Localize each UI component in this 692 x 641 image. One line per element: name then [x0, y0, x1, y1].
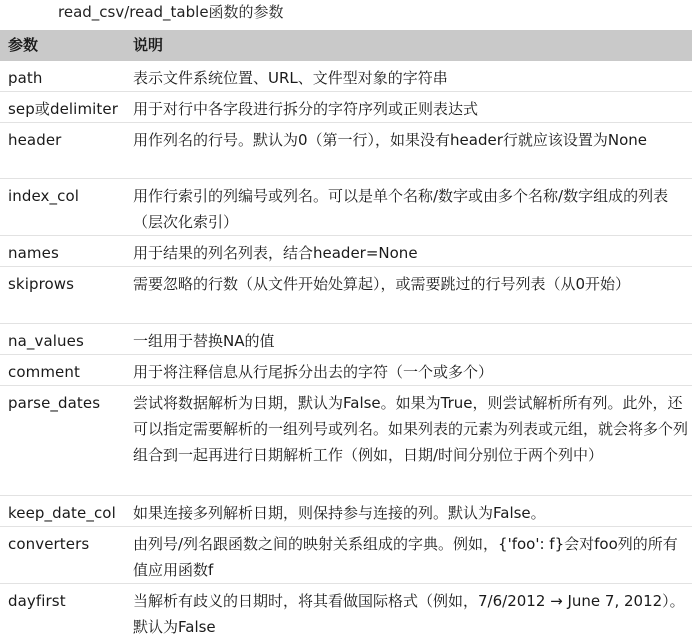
param-description: 用于对行中各字段进行拆分的字符序列或正则表达式	[133, 100, 479, 118]
header-param: 参数	[8, 36, 39, 54]
param-description: 用作列名的行号。默认为0（第一行），如果没有header行就应该设置为None	[133, 131, 648, 149]
param-description: 当解析有歧义的日期时，将其看做国际格式（例如，7/6/2012 → June 7, 2012）。默认为False	[133, 592, 685, 636]
param-name: na_values	[8, 332, 84, 350]
parameters-table	[0, 30, 692, 640]
param-description: 用作行索引的列编号或列名。可以是单个名称/数字或由多个名称/数字组成的列表（层次化索引）	[133, 187, 669, 231]
param-name: keep_date_col	[8, 504, 116, 522]
table-row	[0, 267, 692, 324]
param-name: index_col	[8, 187, 80, 205]
table-row	[0, 386, 692, 496]
table-row	[0, 61, 692, 92]
param-description: 表示文件系统位置、URL、文件型对象的字符串	[133, 69, 448, 87]
param-description: 需要忽略的行数（从文件开始处算起），或需要跳过的行号列表（从0开始）	[133, 275, 631, 293]
table-row	[0, 584, 692, 640]
param-name: path	[8, 69, 43, 87]
table-row	[0, 496, 692, 527]
param-name: parse_dates	[8, 394, 101, 412]
param-name: names	[8, 244, 59, 262]
table-row	[0, 123, 692, 179]
table-row	[0, 355, 692, 386]
header-description: 说明	[133, 36, 164, 54]
param-name: header	[8, 131, 62, 149]
table-row	[0, 236, 692, 267]
table-header	[0, 30, 692, 61]
table-caption: read_csv/read_table函数的参数	[58, 3, 284, 21]
param-description: 用于将注释信息从行尾拆分出去的字符（一个或多个）	[133, 363, 494, 381]
table-row	[0, 92, 692, 123]
param-description: 一组用于替换NA的值	[133, 332, 275, 350]
param-description: 尝试将数据解析为日期，默认为False。如果为True，则尝试解析所有列。此外，还可以指定需要解析的一组列号或列名。如果列表的元素为列表或元组，就会将多个列组合到一起再进行日期解析工作（例如，日期/时间分别位于两个列中）	[133, 394, 689, 464]
param-name: comment	[8, 363, 80, 381]
param-name: dayfirst	[8, 592, 66, 610]
table-row	[0, 527, 692, 584]
param-name: converters	[8, 535, 90, 553]
param-name: sep或delimiter	[8, 100, 119, 118]
table-row	[0, 324, 692, 355]
param-name: skiprows	[8, 275, 75, 293]
param-description: 用于结果的列名列表，结合header=None	[133, 244, 418, 262]
param-description: 由列号/列名跟函数之间的映射关系组成的字典。例如，{'foo': f}会对foo列的所有值应用函数f	[133, 535, 678, 579]
table-row	[0, 179, 692, 236]
param-description: 如果连接多列解析日期，则保持参与连接的列。默认为False。	[133, 504, 546, 522]
